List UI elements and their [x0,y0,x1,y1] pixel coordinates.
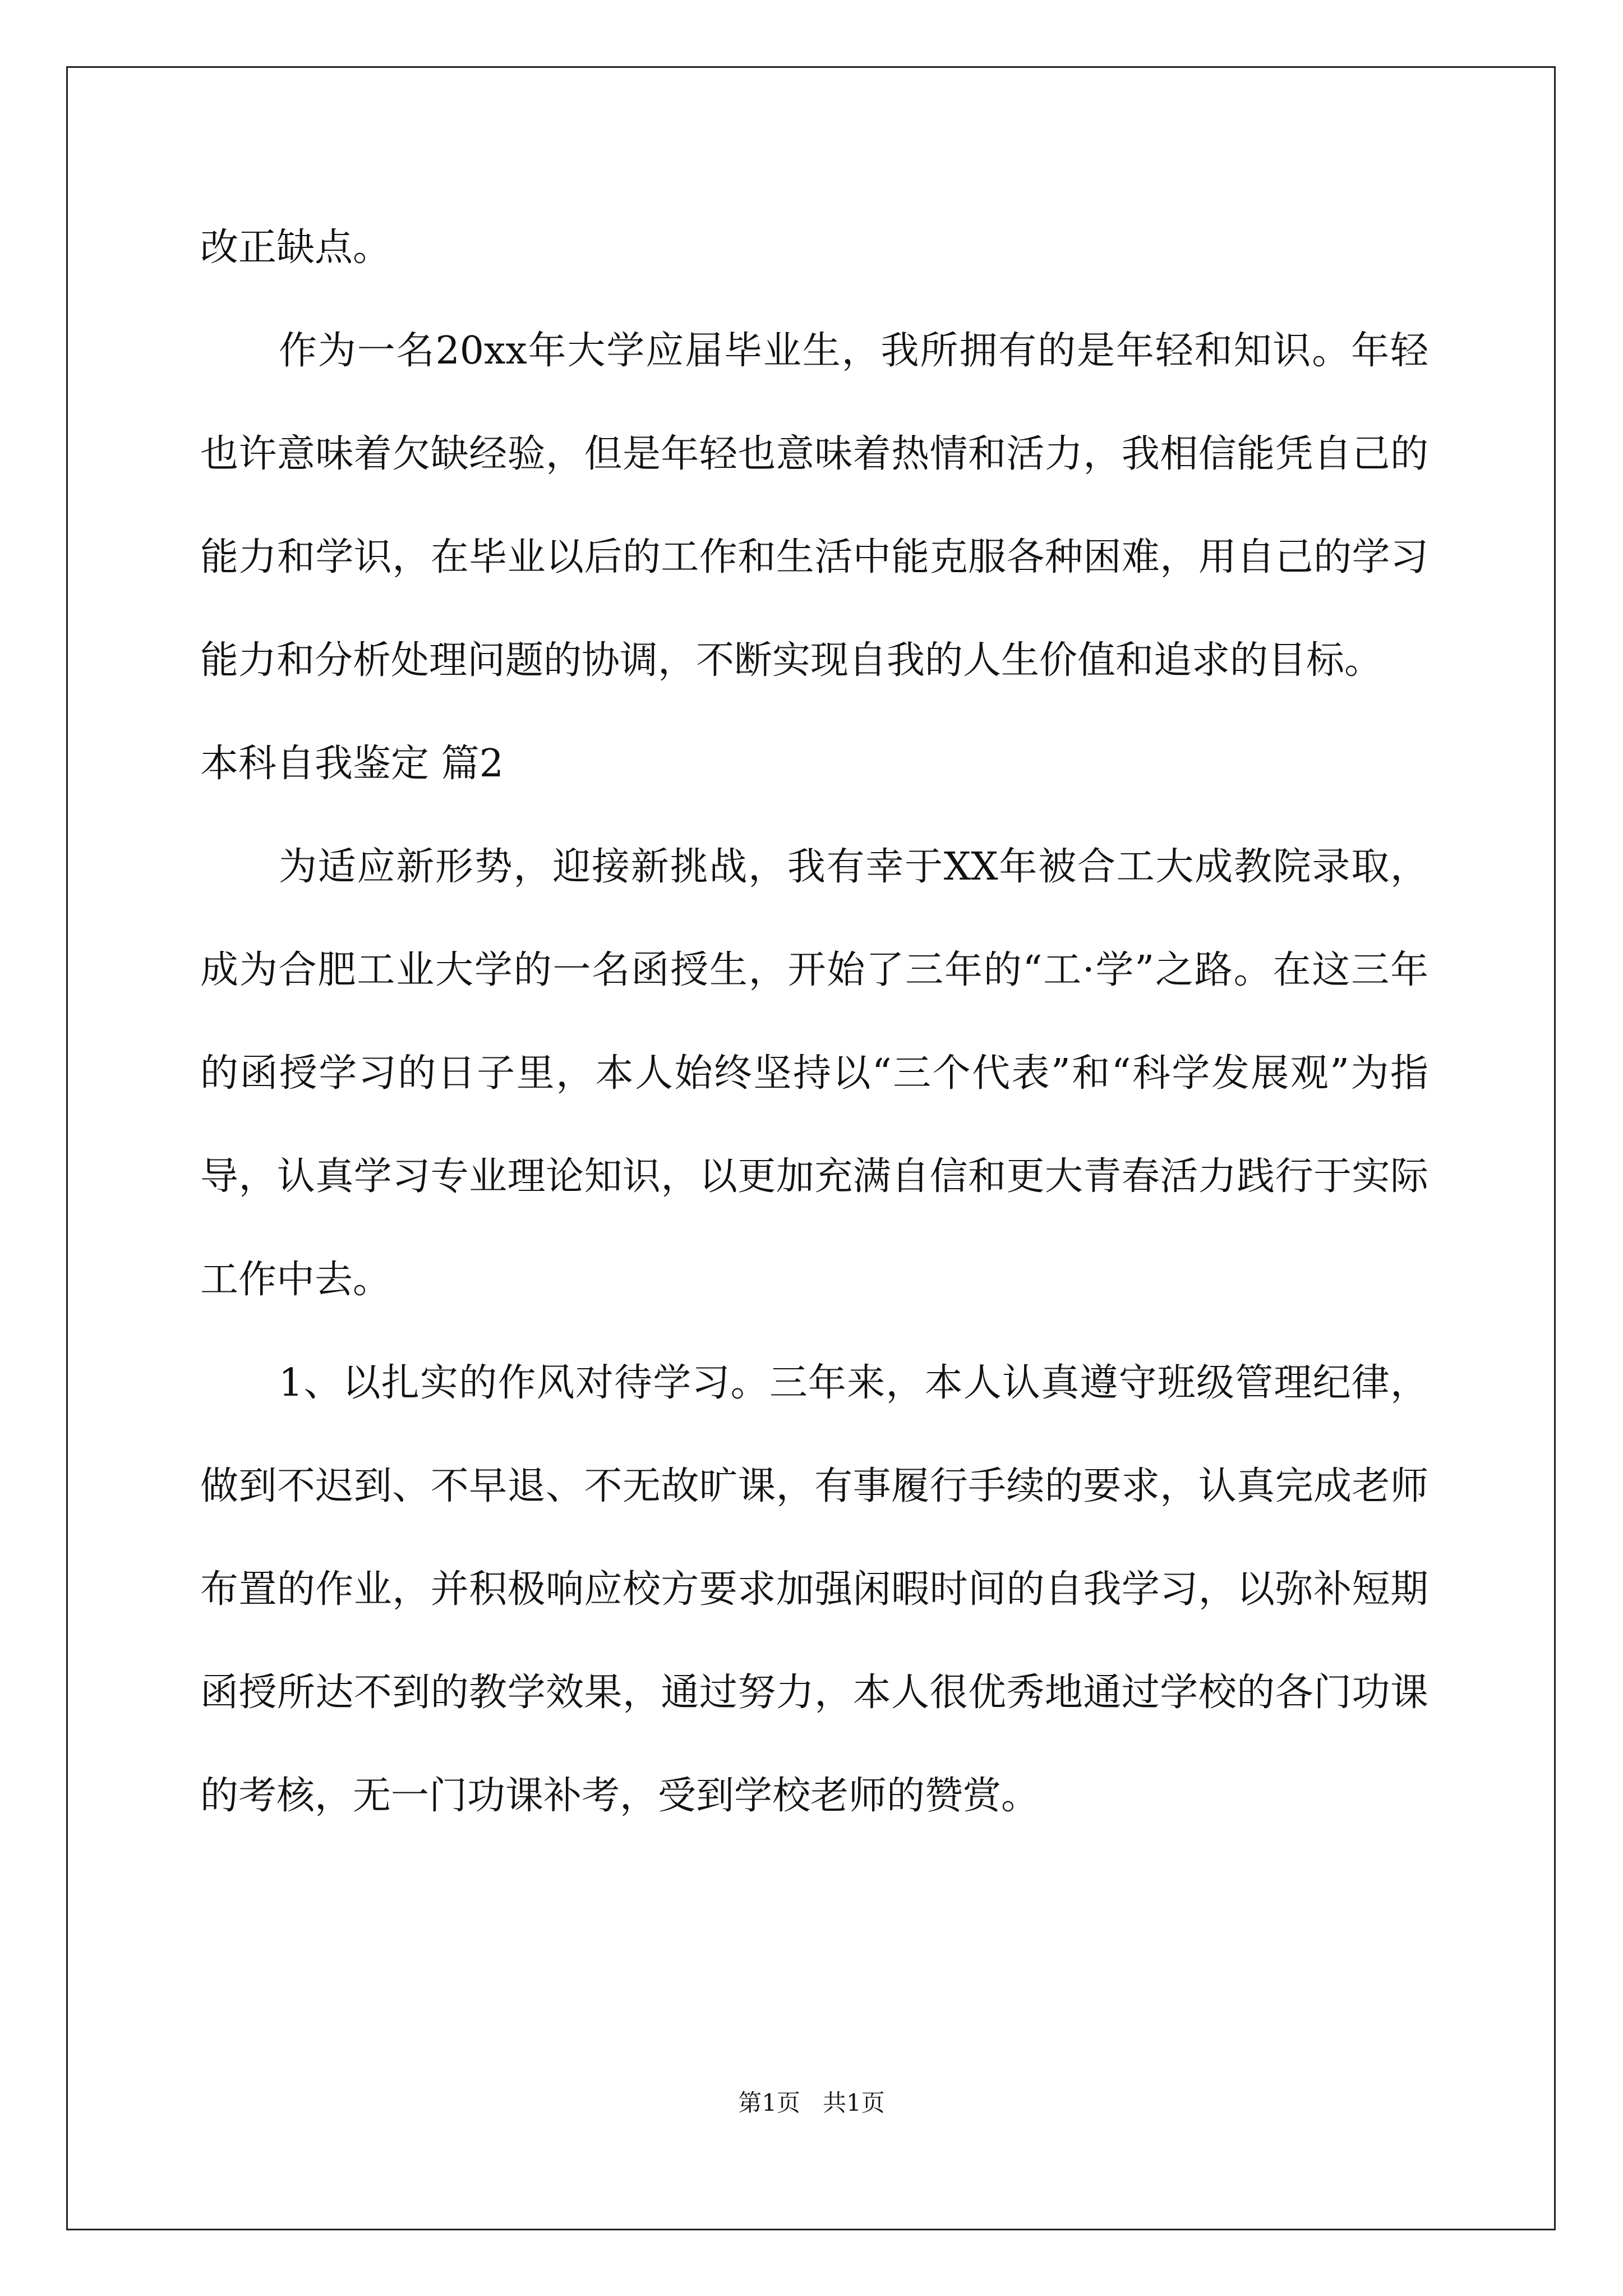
paragraph-1: 改正缺点。 [200,226,391,270]
paragraph-3: 为适应新形势，迎接新挑战，我有幸于XX年被合工大成教院录取，成为合肥工业大学的一名函授生，开始了三年的“工·学”之路。在这三年的函授学习的日子里，本人始终坚持以“三个代表”和“科学发展观”为指导，认真学习专业理论知识，以更加充满自信和更大青春活力践行于实际工作中去。 [200,845,1428,1302]
section-heading: 本科自我鉴定 篇2 [200,742,504,786]
paragraph-4: 1、以扎实的作风对待学习。三年来，本人认真遵守班级管理纪律，做到不迟到、不早退、不无故旷课，有事履行手续的要求，认真完成老师布置的作业，并积极响应校方要求加强闲暇时间的自我学习，以弥补短期函授所达不到的教学效果，通过努力，本人很优秀地通过学校的各门功课的考核，无一门功课补考，受到学校老师的赞赏。 [200,1361,1428,1818]
page-footer: 第1页 共1页 [738,2089,885,2116]
document-body [200,196,1428,1848]
paragraph-2: 作为一名20xx年大学应届毕业生，我所拥有的是年轻和知识。年轻也许意味着欠缺经验，但是年轻也意味着热情和活力，我相信能凭自己的能力和学识，在毕业以后的工作和生活中能克服各种困难，用自己的学习能力和分析处理问题的协调，不断实现自我的人生价值和追求的目标。 [200,329,1428,683]
